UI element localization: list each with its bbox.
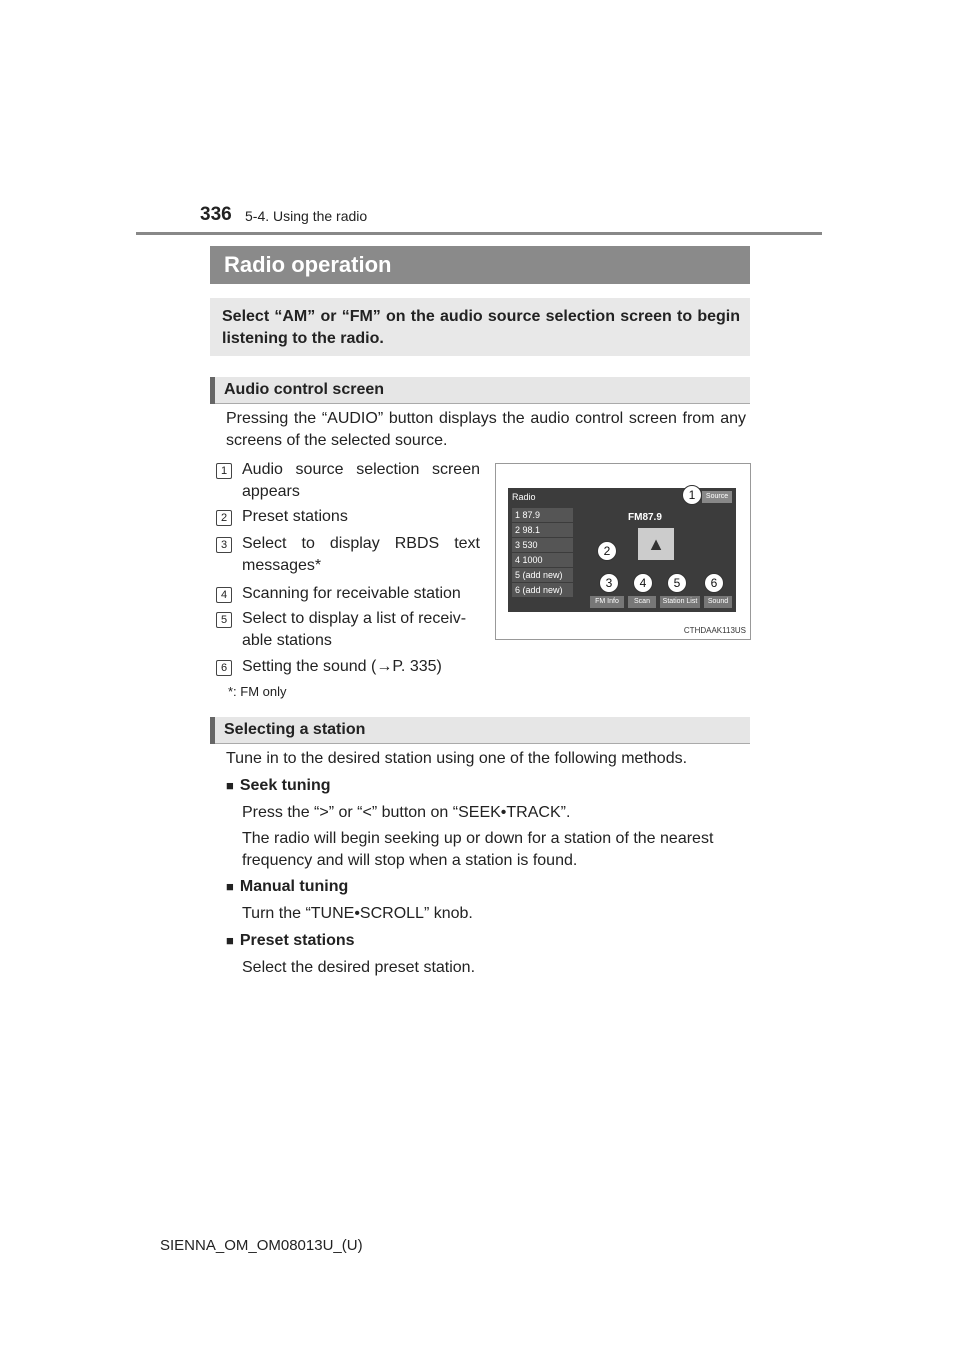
preset-button: 3 530 [512, 538, 573, 552]
header-rule [136, 232, 822, 235]
selecting-heading-bar [210, 717, 750, 744]
item-number: 6 [216, 660, 232, 676]
fm-info-button: FM Info [590, 596, 624, 608]
radio-screen [508, 488, 736, 612]
method-text: The radio will begin seeking up or down for a station of the nearest frequency and will stop when a station is found. [242, 830, 714, 869]
callout-1: 1 [682, 485, 702, 505]
page-number: 336 [200, 204, 232, 225]
method-title: ■ Manual tuning [226, 878, 349, 895]
station-list-button: Station List [660, 596, 700, 608]
preset-button: 4 1000 [512, 553, 573, 567]
footer-code: SIENNA_OM_OM08013U_(U) [160, 1237, 363, 1254]
page-title: Radio operation [224, 252, 392, 277]
item-number: 3 [216, 537, 232, 553]
preset-button: 1 87.9 [512, 508, 573, 522]
item-text: Select to display a list of receiv-able stations [242, 610, 467, 649]
item-number: 4 [216, 587, 232, 603]
item-number: 1 [216, 463, 232, 479]
callout-6: 6 [704, 573, 724, 593]
callout-2: 2 [597, 541, 617, 561]
callout-4: 4 [633, 573, 653, 593]
item-number: 2 [216, 510, 232, 526]
method-title: ■ Preset stations [226, 932, 355, 949]
audio-control-description: Pressing the “AUDIO” button displays the audio control screen from any screens of the selected source. [226, 410, 746, 449]
preset-button: 2 98.1 [512, 523, 573, 537]
item-text: Setting the sound (→P. 335) [242, 658, 442, 675]
screen-title: Radio [512, 492, 536, 502]
title-banner [210, 246, 750, 284]
audio-control-heading-bar [210, 377, 750, 404]
method-title: ■ Seek tuning [226, 777, 331, 794]
method-text: Select the desired preset station. [242, 959, 476, 976]
station-frequency: FM87.9 [628, 512, 662, 523]
antenna-icon: ▲ [638, 528, 674, 560]
audio-control-heading: Audio control screen [224, 381, 385, 398]
intro-box [210, 298, 750, 356]
figure-caption: CTHDAAK113US [683, 626, 746, 635]
preset-button: 5 (add new) [512, 568, 573, 582]
item-text: Scanning for receivable station [242, 585, 461, 602]
item-number: 5 [216, 612, 232, 628]
source-button: Source [702, 491, 732, 503]
callout-3: 3 [599, 573, 619, 593]
radio-screen-figure [495, 463, 751, 640]
footnote: *: FM only [228, 684, 287, 699]
selecting-intro: Tune in to the desired station using one of the following methods. [226, 750, 688, 767]
preset-button: 6 (add new) [512, 583, 573, 597]
intro-text: Select “AM” or “FM” on the audio source selection screen to begin listening to the radio. [222, 308, 740, 347]
method-text: Turn the “TUNE•SCROLL” knob. [242, 905, 473, 922]
method-text: Press the “>” or “<” button on “SEEK•TRACK”. [242, 804, 571, 821]
item-text: Preset stations [242, 508, 348, 525]
item-text: Audio source selection screen appears [242, 461, 480, 500]
selecting-heading: Selecting a station [224, 721, 366, 738]
item-text: Select to display RBDS text messages* [242, 535, 480, 574]
section-title: 5-4. Using the radio [245, 208, 368, 224]
sound-button: Sound [704, 596, 732, 608]
scan-button: Scan [628, 596, 656, 608]
callout-5: 5 [667, 573, 687, 593]
